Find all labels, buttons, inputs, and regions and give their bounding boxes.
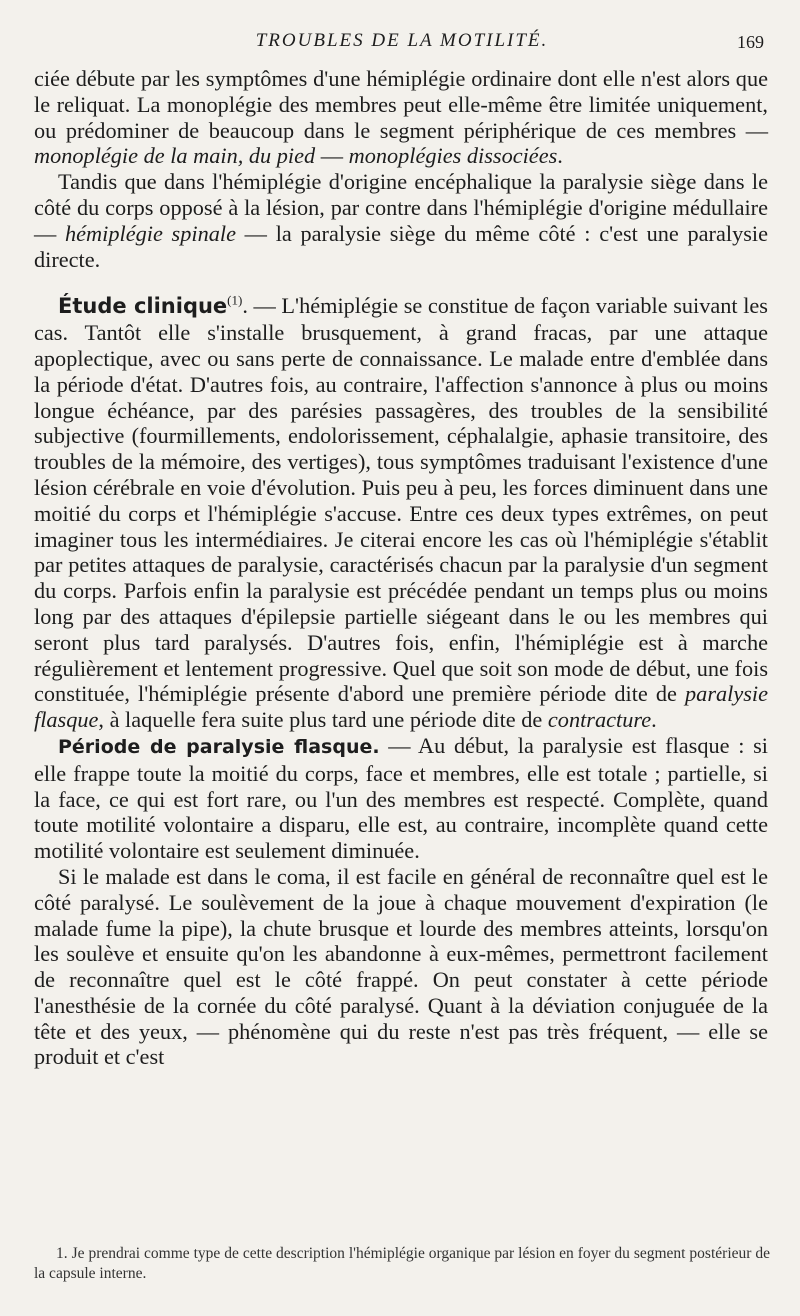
subsection-heading: Période de paralysie flasque. bbox=[58, 735, 380, 758]
text-run: . bbox=[651, 707, 657, 733]
footnote-text: Je prendrai comme type de cette description l'hémiplégie organique par lésion en foyer du segment postérieur de la capsule interne. bbox=[34, 1245, 770, 1282]
italic-term: contracture bbox=[547, 707, 652, 733]
running-title: TROUBLES DE LA MOTILITÉ. bbox=[255, 30, 549, 51]
text-run: ciée débute par les symptômes d'une hémiplégie ordinaire dont elle n'est alors que le reliquat. La monoplégie des membres peut elle-même être limitée uniquement, ou prédominer de beaucoup dans le segment périphérique de ces membres — bbox=[34, 66, 768, 143]
footnote-reference[interactable]: (1) bbox=[227, 292, 243, 308]
page-header bbox=[34, 28, 770, 54]
italic-term: hémiplégie spinale bbox=[65, 220, 236, 246]
italic-term: monoplégie de la main, du pied bbox=[34, 143, 316, 169]
section-heading: Étude clinique bbox=[58, 294, 228, 319]
text-run: Tandis que dans l'hémiplégie d'origine encéphalique la paralysie siège dans le côté du corps opposé à la lésion, par contre dans l'hémiplégie d'origine médullaire — bbox=[34, 169, 768, 246]
footnote-marker: 1. bbox=[56, 1245, 68, 1262]
text-run: , à laquelle fera suite plus tard une période dite de bbox=[98, 707, 548, 733]
paragraph-2 bbox=[34, 169, 768, 272]
footnote bbox=[34, 1244, 770, 1284]
text-run: — la paralysie siège du même côté : c'est une paralysie directe. bbox=[34, 220, 768, 272]
text-run: Si le malade est dans le coma, il est facile en général de reconnaître quel est le côté paralysé. Le soulèvement de la joue à chaque mouvement d'expiration (le malade fume la pipe), la chute brusque et lourde des membres atteints, lorsqu'on les soulève et ensuite qu'on les abandonne à eux-mêmes, permettront facilement de reconnaître quel est le côté frappé. On peut constater à cette période l'anesthésie de la cornée du côté paralysé. Quant à la déviation conjuguée de la tête et des yeux, — phénomène qui du reste n'est pas très fréquent, — elle se produit et c'est bbox=[34, 863, 768, 1070]
text-run: — bbox=[315, 143, 349, 169]
paragraph-5 bbox=[34, 864, 768, 1070]
italic-term: monoplégies dissociées bbox=[348, 143, 558, 169]
italic-term: paralysie flasque bbox=[34, 681, 768, 733]
text-run: — Au début, la paralysie est flasque : si elle frappe toute la moitié du corps, face et membres, elle est totale ; partielle, si la face, ce qui est fort rare, ou l'un des membres est respecté. Complète, quand toute motilité volontaire a disparu, elle est, au contraire, incomplète quand cette motilité volontaire est seulement diminuée. bbox=[34, 732, 768, 864]
page-number: 169 bbox=[737, 32, 764, 52]
paragraph-1 bbox=[34, 66, 768, 169]
text-run: . — L'hémiplégie se constitue de façon variable suivant les cas. Tantôt elle s'installe brusquement, à grand fracas, par une attaque apoplectique, avec ou sans perte de connaissance. Le malade entre d'emblée dans la période d'état. D'autres fois, au contraire, l'affection s'annonce à plus ou moins longue échéance, par des parésies passagères, des troubles de la sensibilité subjective (fourmillements, endolorissement, céphalalgie, aphasie transitoire, des troubles de la mémoire, des vertiges), tous symptômes traduisant l'existence d'une lésion cérébrale en voie d'évolution. Puis peu à peu, les forces diminuent dans une moitié du corps et l'hémiplégie s'accuse. Entre ces deux types extrêmes, on peut imaginer tous les intermédiaires. Je citerai encore les cas où l'hémiplégie s'établit par petites attaques de paralysie, caractérisés chacun par la paralysie d'un segment du corps. Parfois enfin la paralysie est précédée pendant un temps plus ou moins long par des attaques d'épilepsie partielle siégeant dans le ou les membres qui seront plus tard paralysés. D'autres fois, enfin, l'hémiplégie est à marche régulièrement et lentement progressive. Quel que soit son mode de début, une fois constituée, l'hémiplégie présente d'abord une première période dite de bbox=[34, 293, 768, 707]
body-text bbox=[34, 66, 768, 1070]
text-run: . bbox=[557, 143, 563, 169]
paragraph-3 bbox=[34, 293, 768, 733]
paragraph-4 bbox=[34, 733, 768, 864]
